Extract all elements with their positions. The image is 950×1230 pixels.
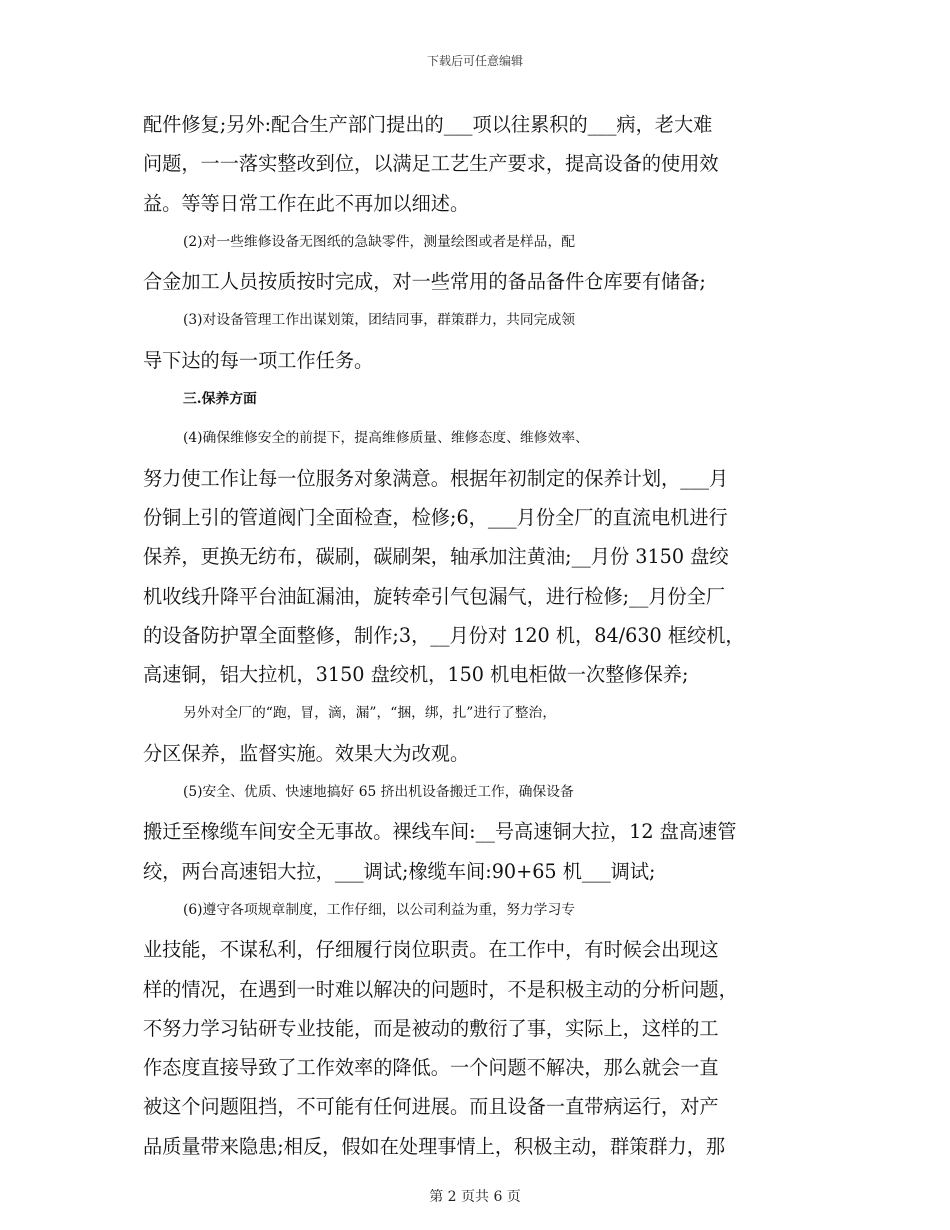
text-line: 机收线升降平台油缸漏油，旋转牵引气包漏气，进行检修;__月份全厂: [143, 584, 726, 608]
text-line: 问题，一一落实整改到位，以满足工艺生产要求，提高设备的使用效: [143, 152, 719, 176]
page-footer: 第 2 页共 6 页: [429, 1189, 521, 1205]
text-line: 导下达的每一项工作任务。: [143, 348, 374, 372]
text-line: (5)安全、优质、快速地搞好 65 挤出机设备搬迁工作，确保设备: [183, 784, 574, 801]
text-line: 分区保养，监督实施。效果大为改观。: [143, 741, 470, 765]
text-line: 保养，更换无纺布，碳刷，碳刷架，轴承加注黄油;__月份 3150 盘绞: [143, 545, 729, 569]
document-body: [143, 105, 823, 1166]
text-line: 合金加工人员按质按时完成，对一些常用的备品备件仓库要有储备;: [143, 270, 706, 294]
page-header: 下载后可任意编辑: [426, 54, 523, 68]
text-line: 努力使工作让每一位服务对象满意。根据年初制定的保养计划，___月: [143, 466, 729, 490]
text-line: 样的情况，在遇到一时难以解决的问题时，不是积极主动的分析问题，: [143, 977, 738, 1001]
text-line: 不努力学习钻研专业技能，而是被动的敷衍了事，实际上，这样的工: [143, 1016, 719, 1040]
text-line: 份铜上引的管道阀门全面检查，检修;6，___月份全厂的直流电机进行: [143, 505, 728, 529]
text-line: 的设备防护罩全面整修，制作;3，__月份对 120 机，84/630 框绞机，: [143, 623, 745, 647]
text-line: 另外对全厂的“跑，冒，滴，漏”，“捆，绑，扎”进行了整治，: [183, 705, 557, 722]
text-line: 作态度直接导致了工作效率的降低。一个问题不解决，那么就会一直: [143, 1056, 719, 1080]
text-line: (3)对设备管理工作出谋划策，团结同事，群策群力，共同完成领: [183, 312, 576, 329]
text-line: 品质量带来隐患;相反，假如在处理事情上，积极主动，群策群力，那: [143, 1134, 726, 1158]
text-line: 高速铜，铝大拉机，3150 盘绞机，150 机电柜做一次整修保养;: [143, 663, 689, 687]
text-line: 被这个问题阻挡，不可能有任何进展。而且设备一直带病运行，对产: [143, 1095, 719, 1119]
text-line: (4)确保维修安全的前提下，提高维修质量、维修态度、维修效率、: [183, 430, 589, 447]
text-line: 益。等等日常工作在此不再加以细述。: [143, 191, 470, 215]
text-line: 搬迁至橡缆车间安全无事故。裸线车间:__号高速铜大拉，12 盘高速管: [143, 820, 737, 844]
text-line: (2)对一些维修设备无图纸的急缺零件，测量绘图或者是样品，配: [183, 233, 576, 250]
section-heading: 三.保养方面: [183, 391, 257, 408]
text-line: 业技能，不谋私利，仔细履行岗位职责。在工作中，有时候会出现这: [143, 938, 719, 962]
text-line: 绞，两台高速铝大拉，___调试;橡缆车间:90+65 机___调试;: [143, 859, 656, 883]
text-line: 配件修复;另外:配合生产部门提出的___项以往累积的___病，老大难: [143, 113, 713, 136]
text-line: (6)遵守各项规章制度，工作仔细，以公司利益为重，努力学习专: [183, 901, 576, 918]
